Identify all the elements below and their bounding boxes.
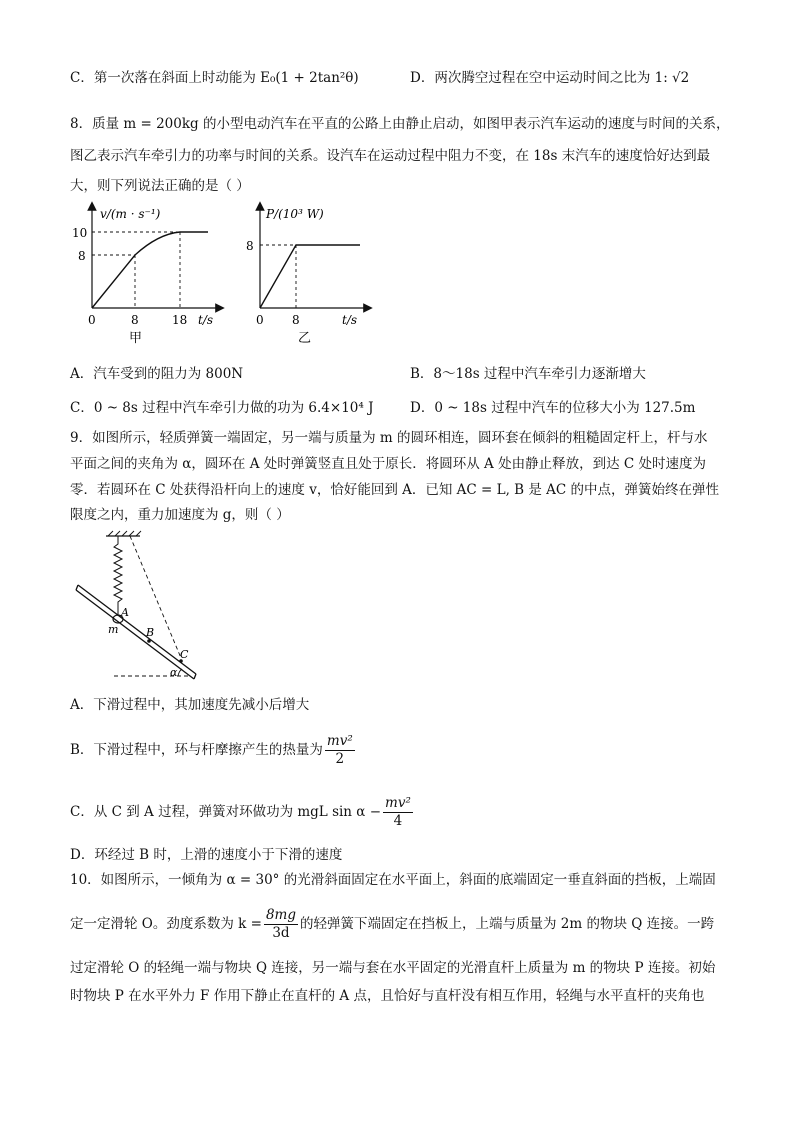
q10-stem-line3: 过定滑轮 O 的轻绳一端与物块 Q 连接，另一端与套在水平固定的光滑直杆上质量为 m 的物块 P 连接。初始 [70,960,716,976]
q9-figure [70,530,210,682]
q9-option-c-denominator: 4 [393,813,403,829]
q9-stem-line3: 零．若圆环在 C 处获得沿杆向上的速度 v，恰好能回到 A．已知 AC = L, B 是 AC 的中点，弹簧始终在弹性 [70,482,720,498]
q9-option-b [70,730,357,770]
q8b-ylabel: P/(10³ W) [266,207,324,221]
q8-option-c: C．0 ~ 8s 过程中汽车牵引力做的功为 6.4×10⁴ J [70,400,374,416]
q9-stem-line2: 平面之间的夹角为 α，圆环在 A 处时弹簧竖直且处于原长．将圆环从 A 处由静止释放，到达 C 处时速度为 [70,456,706,472]
q8-option-a: A．汽车受到的阻力为 800N [70,366,244,382]
q10-stem-line2 [70,904,714,944]
q9-stem-line1: 9．如图所示，轻质弹簧一端固定，另一端与质量为 m 的圆环相连，圆环套在倾斜的粗糙固定杆上，杆与水 [70,430,708,446]
q9-label-m: m [108,623,119,636]
q8-stem-line3: 大，则下列说法正确的是（ ） [70,178,250,194]
q10-stem-line4: 时物块 P 在水平外力 F 作用下静止在直杆的 A 点，且恰好与直杆没有相互作用，轻绳与水平直杆的夹角也 [70,988,705,1004]
q9-label-c: C [180,648,189,661]
q10-line2-suffix: 的轻弹簧下端固定在挡板上，上端与质量为 2m 的物块 Q 连接。一跨 [299,916,715,932]
q8a-ytick-8: 8 [78,249,86,263]
q8b-caption: 乙 [298,331,312,346]
q9-ceiling-hatch [108,531,141,536]
q8-stem-line1: 8．质量 m = 200kg 的小型电动汽车在平直的公路上由静止启动，如图甲表示汽车运动的速度与时间的关系， [70,116,730,132]
q9-label-a: A [121,606,129,619]
q8-graph-velocity [70,200,250,350]
q10-k-numerator: 8mg [265,907,296,923]
q9-dashed-spring-c [130,536,181,658]
q8b-xtick-8: 8 [292,313,300,327]
q8b-ytick-8: 8 [246,239,254,253]
q7-option-d: D．两次腾空过程在空中运动时间之比为 1: √2 [410,70,690,86]
q9-rod-top [78,585,196,674]
q9-option-c-numerator: mv² [385,795,411,811]
q8-graph-power [240,200,380,350]
q9-option-c-fraction [383,795,413,830]
q9-option-d: D．环经过 B 时，上滑的速度小于下滑的速度 [70,847,343,863]
q8-option-d: D．0 ~ 18s 过程中汽车的位移大小为 127.5m [410,400,696,416]
q8a-caption: 甲 [129,331,143,346]
q8b-curve [260,245,360,308]
q8a-xtick-0: 0 [88,313,96,327]
q8b-xlabel: t/s [342,313,358,327]
q10-k-denominator: 3d [272,925,290,941]
q9-option-c [70,792,415,832]
q8a-xtick-18: 18 [172,313,188,327]
q10-stem-line1: 10．如图所示，一倾角为 α = 30° 的光滑斜面固定在水平面上，斜面的底端固定一垂直斜面的挡板，上端固 [70,872,716,888]
q8a-curve [92,232,208,308]
q9-option-b-text: B．下滑过程中，环与杆摩擦产生的热量为 [70,742,323,758]
q9-spring [114,536,122,616]
q8a-xlabel: t/s [198,313,214,327]
q9-point-b [147,639,151,643]
q9-option-b-denominator: 2 [335,751,345,767]
q8a-ytick-10: 10 [72,226,88,240]
q9-label-alpha: α [170,666,178,679]
q8b-xtick-0: 0 [256,313,264,327]
q9-option-b-fraction [325,733,355,768]
q8-option-b: B．8～18s 过程中汽车牵引力逐渐增大 [410,366,646,382]
q7-option-c: C．第一次落在斜面上时动能为 E₀(1 + 2tan²θ) [70,70,359,86]
q10-line2-prefix: 定一定滑轮 O。劲度系数为 k = [70,916,262,932]
q9-option-c-text: C．从 C 到 A 过程，弹簧对环做功为 mgL sin α − [70,804,382,820]
q8a-ylabel: v/(m · s⁻¹) [100,207,161,221]
q9-option-a: A．下滑过程中，其加速度先减小后增大 [70,697,310,713]
q10-k-fraction [264,907,298,942]
q9-label-b: B [146,626,155,639]
q8a-xtick-8: 8 [131,313,139,327]
q9-stem-line4: 限度之内，重力加速度为 g，则（ ） [70,507,290,523]
q8-stem-line2: 图乙表示汽车牵引力的功率与时间的关系。设汽车在运动过程中阻力不变，在 18s 末汽车的速度恰好达到最 [70,148,711,164]
q9-option-b-numerator: mv² [326,733,353,749]
